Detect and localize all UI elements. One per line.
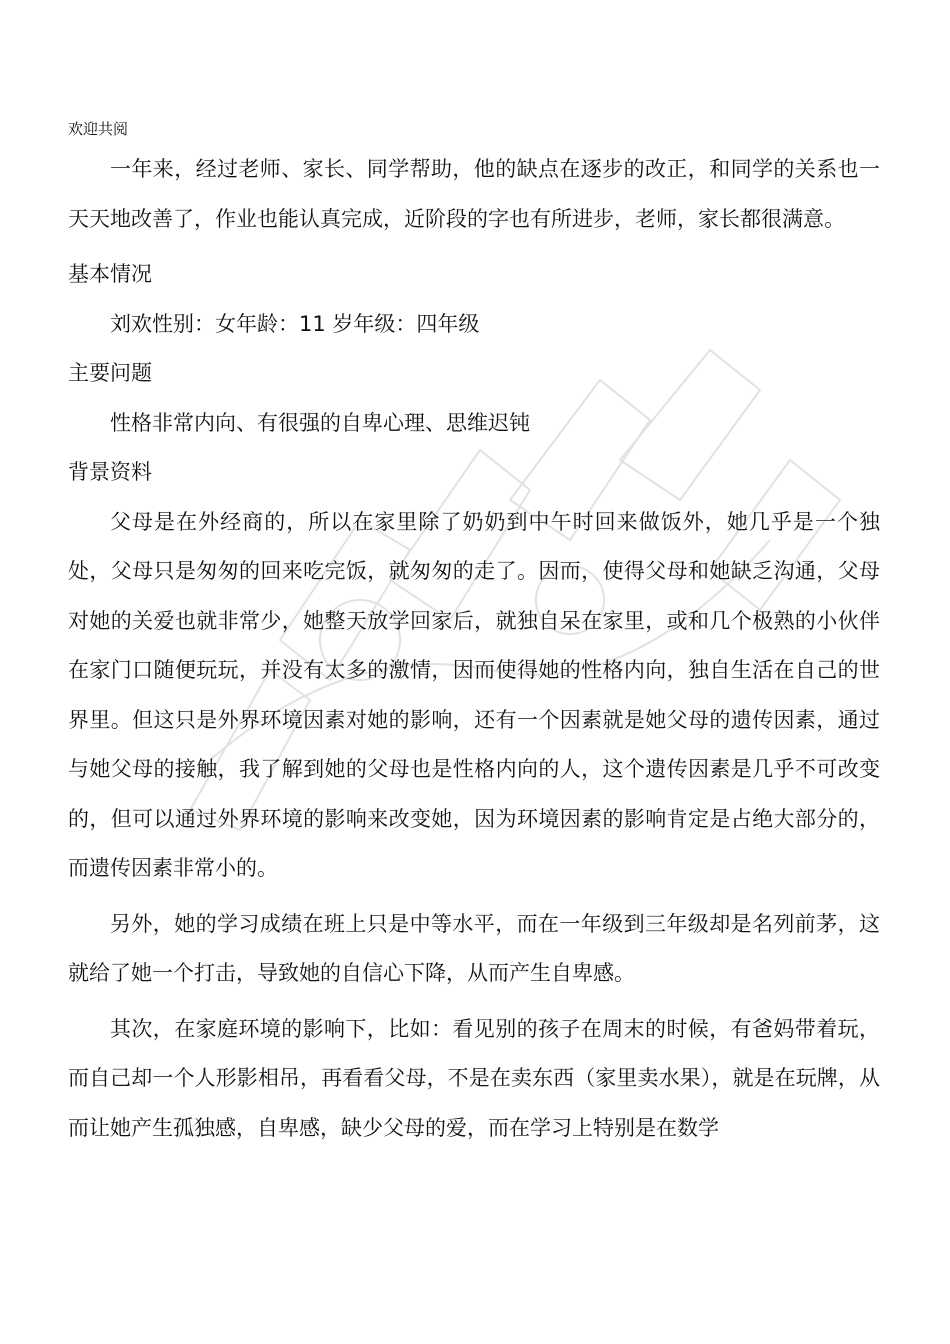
another-paragraph: 另外，她的学习成绩在班上只是中等水平，而在一年级到三年级却是名列前茅，这就给了她一个打击，导致她的自信心下降，从而产生自卑感。 bbox=[68, 911, 880, 985]
main-problem-heading: 主要问题 bbox=[68, 361, 152, 385]
basic-info-heading: 基本情况 bbox=[68, 262, 152, 286]
document-body bbox=[68, 145, 880, 1153]
background-heading: 背景资料 bbox=[68, 460, 152, 484]
intro-paragraph: 一年来，经过老师、家长、同学帮助，他的缺点在逐步的改正，和同学的关系也一天天地改善了，作业也能认真完成，近阶段的字也有所进步，老师，家长都很满意。 bbox=[68, 157, 880, 231]
secondly-paragraph: 其次，在家庭环境的影响下，比如：看见别的孩子在周末的时候，有爸妈带着玩，而自己却一个人形影相吊，再看看父母，不是在卖东西（家里卖水果），就是在玩牌，从而让她产生孤独感，自卑感，缺少父母的爱，而在学习上特别是在数学 bbox=[68, 1016, 880, 1140]
main-problem-text: 性格非常内向、有很强的自卑心理、思维迟钝 bbox=[110, 410, 530, 435]
background-paragraph: 父母是在外经商的，所以在家里除了奶奶到中午时回来做饭外，她几乎是一个独处，父母只是匆匆的回来吃完饭，就匆匆的走了。因而，使得父母和她缺乏沟通，父母对她的关爱也就非常少，她整天放学回家后，就独自呆在家里，或和几个极熟的小伙伴在家门口随便玩玩，并没有太多的激情，因而使得她的性格内向，独自生活在自己的世界里。但这只是外界环境因素对她的影响，还有一个因素就是她父母的遗传因素，通过与她父母的接触，我了解到她的父母也是性格内向的人，这个遗传因素是几乎不可改变的，但可以通过外界环境的影响来改变她，因为环境因素的影响肯定是占绝大部分的，而遗传因素非常小的。 bbox=[68, 509, 880, 880]
basic-info-text: 刘欢性别：女年龄：11 岁年级：四年级 bbox=[110, 311, 480, 336]
page-header: 欢迎共阅 bbox=[68, 120, 129, 138]
